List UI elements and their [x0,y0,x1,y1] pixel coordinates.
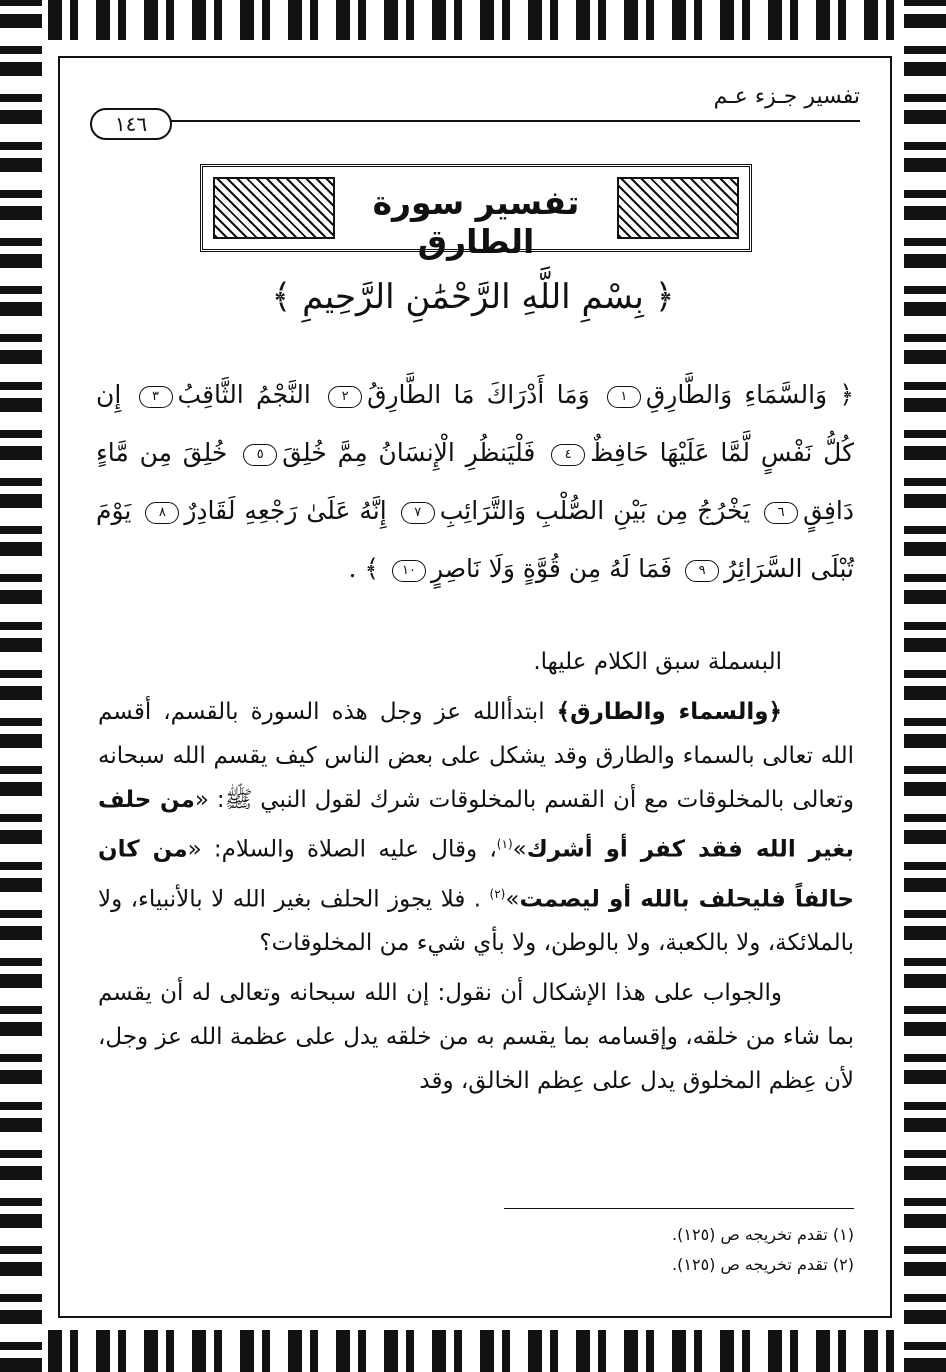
verse-text: إِنَّهُ عَلَىٰ رَجْعِهِ لَقَادِرٌ [184,496,387,525]
running-title: تفسير جـزء عـم [713,84,860,109]
verse-number: ٥ [243,444,277,466]
ornament-left-icon [213,177,335,239]
quote-close: » [505,886,520,913]
ornament-right-icon [617,177,739,239]
verse-number: ٩ [685,560,719,582]
verse-text: يَوْمَ تُبْلَى السَّرَائِرُ [96,496,854,583]
basmala: ﴿ بِسْمِ اللَّهِ الرَّحْمَٰنِ الرَّحِيمِ ﴾ [271,277,675,317]
quran-verses [96,366,854,598]
verses-end: ﴾ . [348,554,380,583]
page-border-left [0,0,42,1372]
paragraph-text: ، وقال عليه الصلاة والسلام: « [187,836,497,863]
paragraph-text: ابتدأالله عز وجل هذه السورة بالقسم، أقسم الله تعالى بالسماء والطارق وقد يشكل على بعض الناس كيف يقسم الله سبحانه وتعالى بالمخلوقات مع أن القسم بالمخلوقات شرك لقول النبي ﷺ: « [98,699,854,813]
verse-number: ٧ [401,502,435,524]
paragraph-text: . فلا يجوز الحلف بغير الله لا بالأنبياء، ولا بالملائكة، ولا بالكعبة، ولا بالوطن، ولا بأي شيء من المخلوقات؟ [98,886,854,957]
hadith-quote: من حلف بغير الله فقد كفر أو أشرك [98,787,854,863]
footnote-item: (٢) تقدم تخريجه ص (١٢٥). [672,1255,854,1274]
verse-text: فَلْيَنظُرِ الْإِنسَانُ مِمَّ خُلِقَ [282,438,536,467]
verse-text: وَمَا أَدْرَاكَ مَا الطَّارِقُ [367,380,590,409]
footnote-item: (١) تقدم تخريجه ص (١٢٥). [672,1225,854,1244]
verse-text: فَمَا لَهُ مِن قُوَّةٍ وَلَا نَاصِرٍ [431,554,673,583]
paragraph-answer: والجواب على هذا الإشكال أن نقول: إن الله سبحانه وتعالى له أن يقسم بما شاء من خلقه، وإقسامه بما يقسم به من خلقه يدل على عظمة الله عز وجل، لأن عِظم المخلوق يدل على عِظم الخالق، وقد [98,980,854,1095]
header-rule [160,120,860,122]
quote-close: » [512,836,527,863]
footnotes [98,1220,854,1280]
footnote-ref-1[interactable]: (١) [496,837,513,851]
surah-title-box [200,164,752,261]
verse-text: إِن كُلُّ نَفْسٍ لَّمَّا عَلَيْهَا حَافِظٌ [96,380,854,467]
page-border-right [904,0,946,1372]
verse-text: النَّجْمُ الثَّاقِبُ [177,380,311,409]
verse-number: ٦ [764,502,798,524]
page-border-top [0,0,946,40]
verse-text: يَخْرُجُ مِن بَيْنِ الصُّلْبِ وَالتَّرَائِبِ [439,496,751,525]
verse-text: ﴿ وَالسَّمَاءِ وَالطَّارِقِ [645,380,854,409]
verse-number: ٣ [139,386,173,408]
page-border-bottom [0,1330,946,1372]
paragraph-oath [98,690,854,965]
commentary [98,640,854,1109]
hadith-quote: من كان حالفاً فليحلف بالله أو ليصمت [98,836,854,913]
page-number: ١٤٦ [90,108,172,140]
verse-number: ١٠ [392,560,426,582]
verse-number: ٤ [551,444,585,466]
verse-text: خُلِقَ مِن مَّاءٍ دَافِقٍ [96,438,854,525]
page-body [62,62,884,1310]
surah-title: تفسير سورة الطارق [372,183,580,261]
page-header [90,84,860,136]
footnote-rule [504,1208,854,1209]
paragraph-basmala: البسملة سبق الكلام عليها. [533,649,782,675]
verse-number: ١ [607,386,641,408]
verse-quote: ﴿والسماء والطارق﴾ [556,699,782,725]
verse-number: ٨ [145,502,179,524]
verse-number: ٢ [328,386,362,408]
footnote-ref-2[interactable]: (٢) [489,886,506,901]
